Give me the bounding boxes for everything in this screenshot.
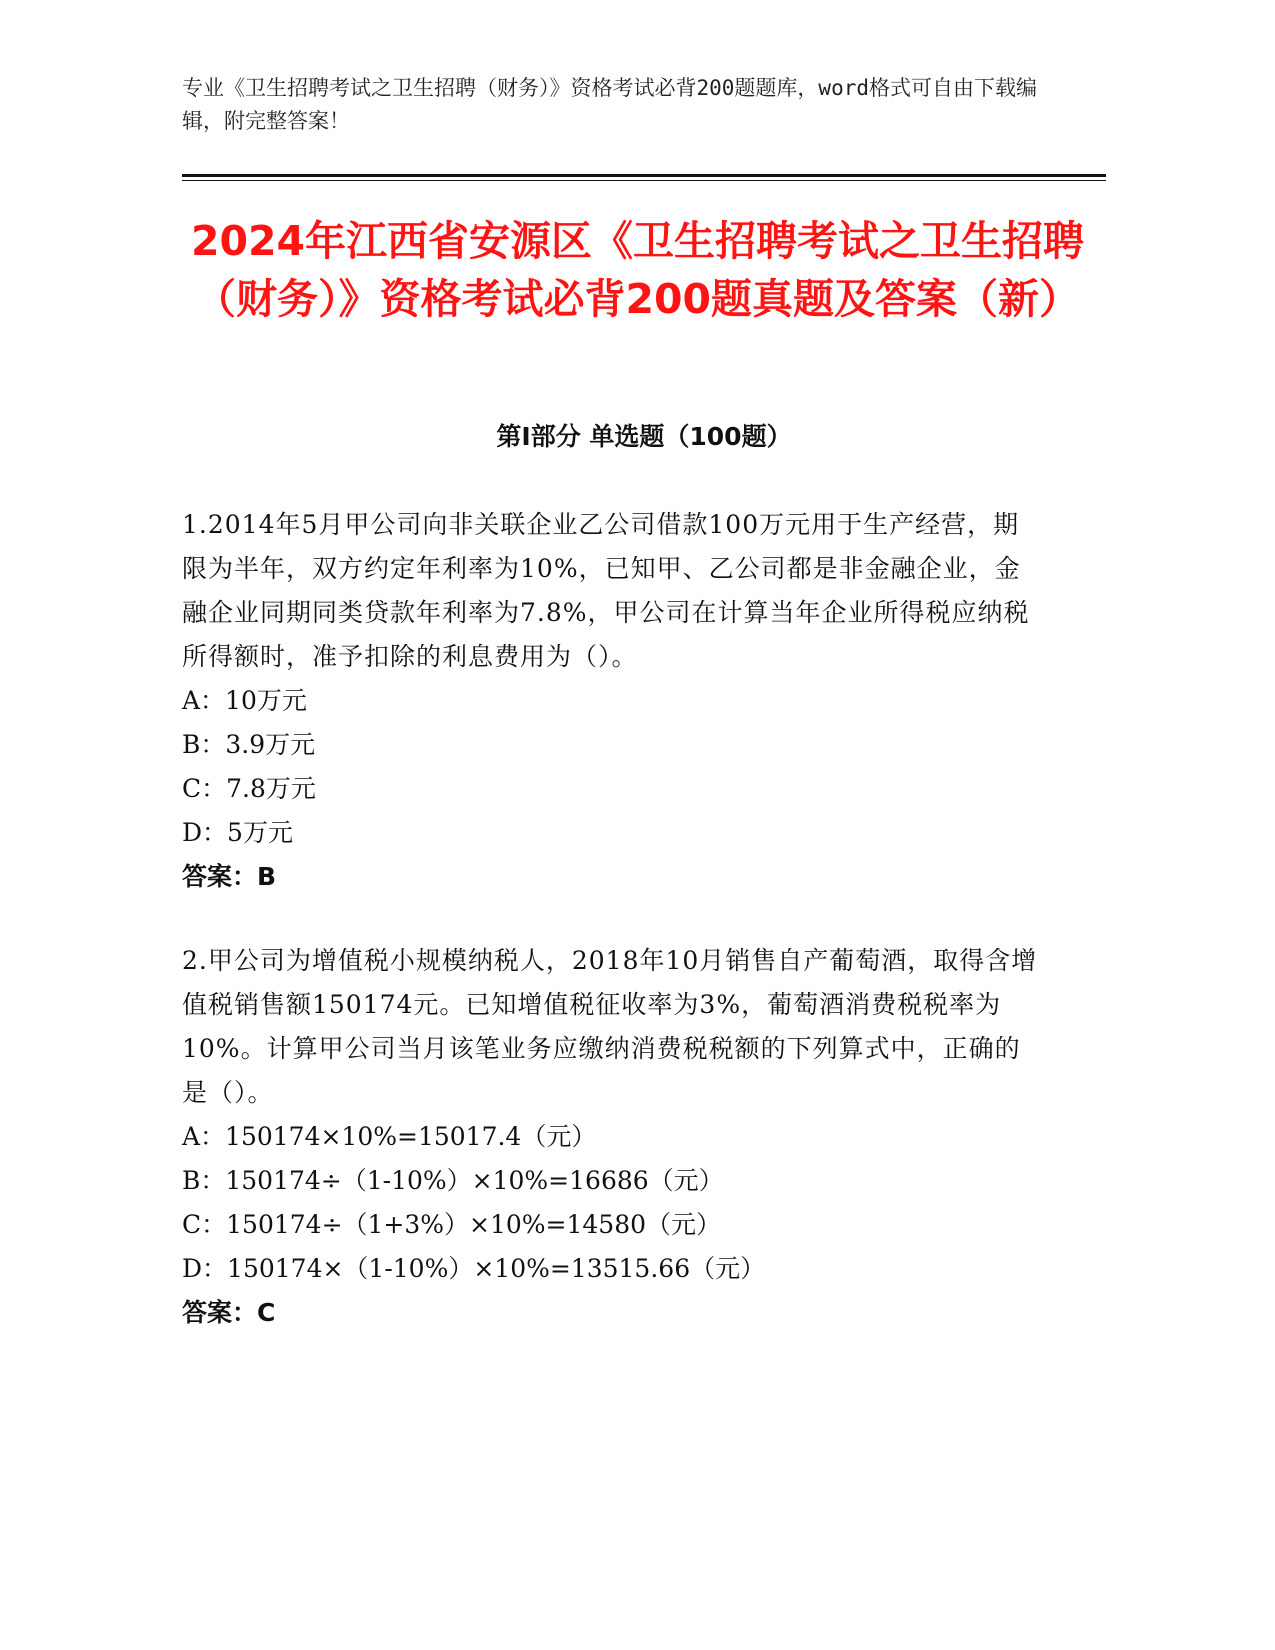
option-d: D：150174×（1-10%）×10%=13515.66（元） <box>182 1254 766 1283</box>
option-a: A：150174×10%=15017.4（元） <box>182 1122 597 1151</box>
option-b: B：150174÷（1-10%）×10%=16686（元） <box>182 1166 724 1195</box>
option-b: B：3.9万元 <box>182 730 316 759</box>
option-c: C：7.8万元 <box>182 774 316 803</box>
section-title: 第Ⅰ部分 单选题（100题） <box>496 422 792 451</box>
question-1 <box>182 503 1042 899</box>
question-stem: 2.甲公司为增值税小规模纳税人，2018年10月销售自产葡萄酒，取得含增值税销售额150174元。已知增值税征收率为3%，葡萄酒消费税税率为10%。计算甲公司当月该笔业务应缴纳消费税税额的下列算式中，正确的是（）。 <box>182 946 1038 1107</box>
header-note: 专业《卫生招聘考试之卫生招聘（财务）》资格考试必背200题题库，word格式可自由下载编辑，附完整答案！ <box>182 76 1037 133</box>
option-c: C：150174÷（1+3%）×10%=14580（元） <box>182 1210 722 1239</box>
document-title: 2024年江西省安源区《卫生招聘考试之卫生招聘（财务）》资格考试必背200题真题及答案（新） <box>190 217 1085 323</box>
question-answer: 答案：C <box>182 1298 276 1327</box>
question-2 <box>182 939 1042 1335</box>
question-stem: 1.2014年5月甲公司向非关联企业乙公司借款100万元用于生产经营，期限为半年，双方约定年利率为10%，已知甲、乙公司都是非金融企业，金融企业同期同类贷款年利率为7.8%，甲公司在计算当年企业所得税应纳税所得额时，准予扣除的利息费用为（）。 <box>182 510 1030 671</box>
option-a: A：10万元 <box>182 686 307 715</box>
header-divider-thick <box>182 174 1106 177</box>
header-divider-thin <box>182 180 1106 181</box>
option-d: D：5万元 <box>182 818 293 847</box>
question-answer: 答案：B <box>182 862 277 891</box>
